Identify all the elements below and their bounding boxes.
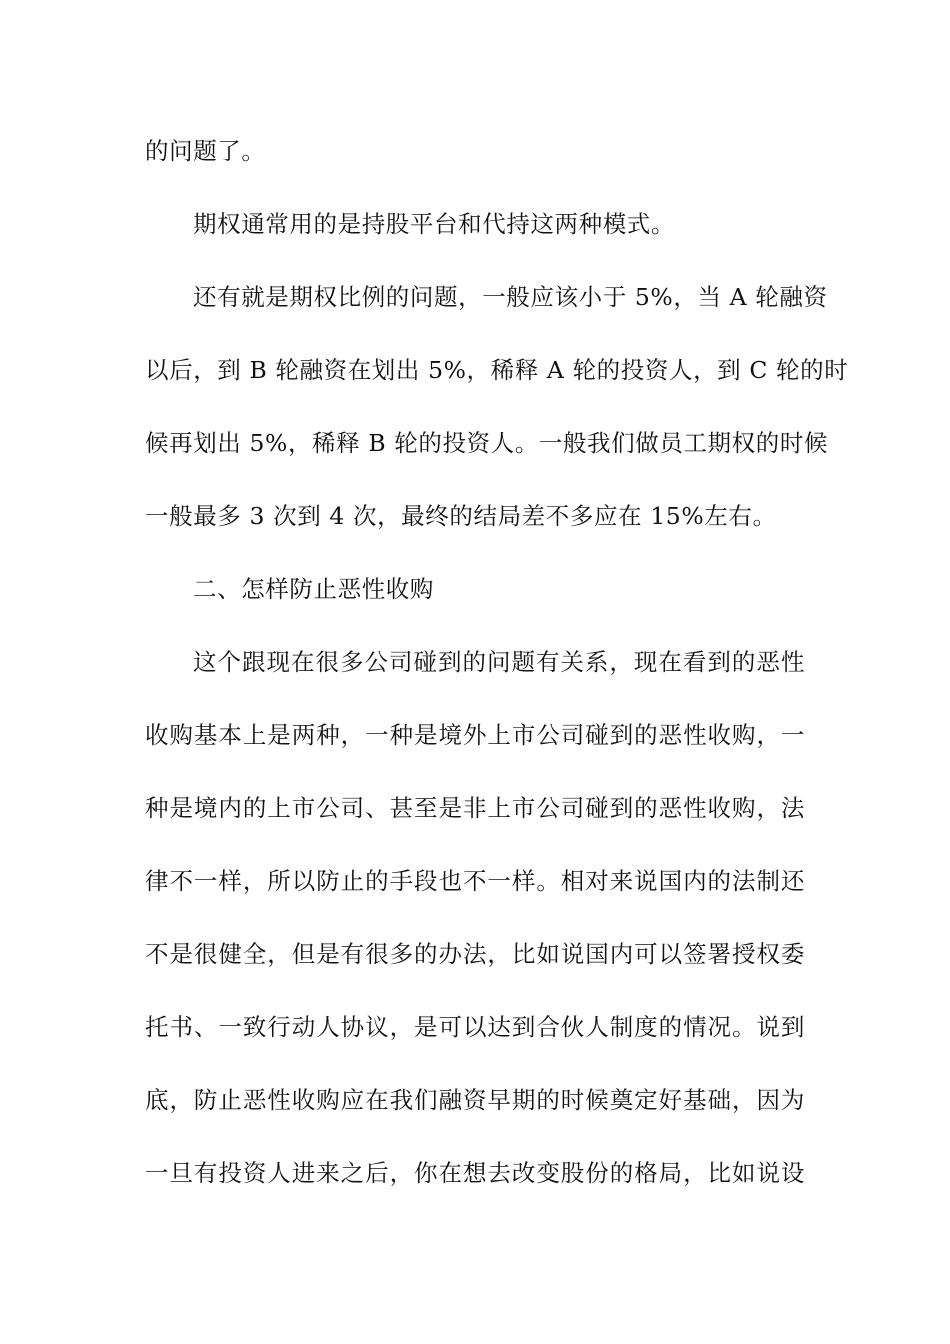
- text-line: 期权通常用的是持股平台和代持这两种模式。: [193, 210, 675, 238]
- text-line: 以后，到 B 轮融资在划出 5%，稀释 A 轮的投资人，到 C 轮的时: [145, 356, 849, 384]
- text-line: 律不一样，所以防止的手段也不一样。相对来说国内的法制还: [145, 867, 805, 895]
- text-line: 托书、一致行动人协议，是可以达到合伙人制度的情况。说到: [145, 1013, 805, 1041]
- text-line: 候再划出 5%，稀释 B 轮的投资人。一般我们做员工期权的时候: [145, 429, 829, 457]
- text-line: 不是很健全，但是有很多的办法，比如说国内可以签署授权委: [145, 940, 805, 968]
- text-line: 底，防止恶性收购应在我们融资早期的时候奠定好基础，因为: [145, 1086, 805, 1114]
- text-line: 这个跟现在很多公司碰到的问题有关系，现在看到的恶性: [193, 648, 805, 676]
- section-heading: 二、怎样防止恶性收购: [193, 575, 434, 603]
- text-line: 的问题了。: [145, 137, 266, 165]
- text-line: 收购基本上是两种，一种是境外上市公司碰到的恶性收购，一: [145, 721, 805, 749]
- text-line: 种是境内的上市公司、甚至是非上市公司碰到的恶性收购，法: [145, 794, 805, 822]
- text-line: 一般最多 3 次到 4 次，最终的结局差不多应在 15%左右。: [145, 502, 777, 530]
- text-line: 还有就是期权比例的问题，一般应该小于 5%，当 A 轮融资: [193, 283, 828, 311]
- text-line: 一旦有投资人进来之后，你在想去改变股份的格局，比如说设: [145, 1159, 805, 1187]
